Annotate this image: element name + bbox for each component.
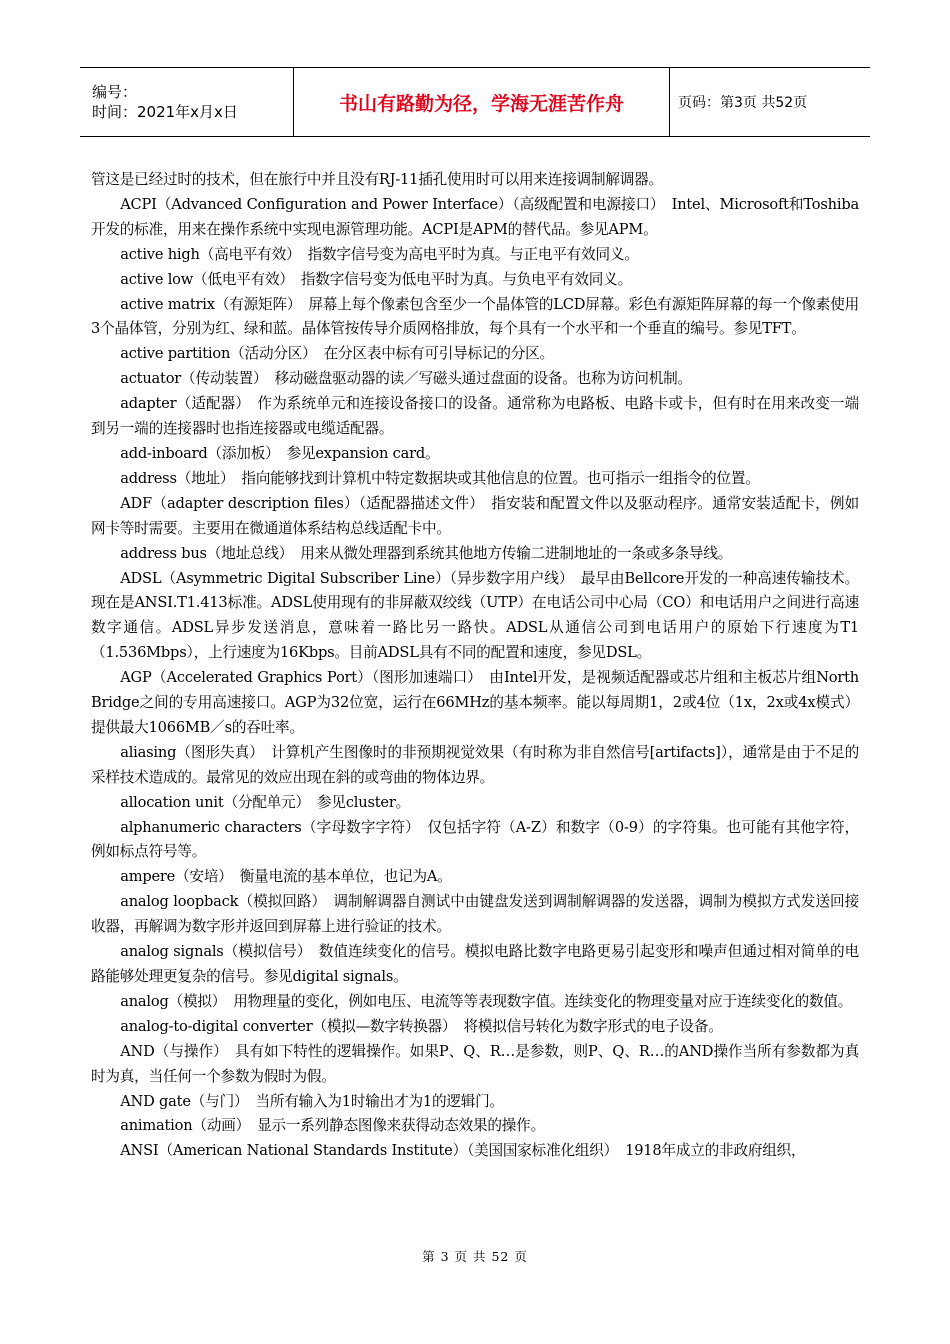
glossary-entry: address bus（地址总线） 用来从微处理器到系统其他地方传输二进制地址的一条或多条导线。 bbox=[120, 544, 733, 562]
document-date: 时间：2021年x月x日 bbox=[92, 103, 238, 121]
glossary-entry: allocation unit（分配单元） 参见cluster。 bbox=[120, 793, 411, 811]
page-footer: 第 3 页 共 52 页 bbox=[422, 1249, 528, 1264]
glossary-entry: ANSI（American National Standards Institute）（美国国家标准化组织） 1918年成立的非政府组织， bbox=[120, 1142, 806, 1160]
glossary-entry: AND gate（与门） 当所有输入为1时输出才为1的逻辑门。 bbox=[120, 1092, 504, 1110]
glossary-entry: analog signals（模拟信号） 数值连续变化的信号。模拟电路比数字电路更易引起变形和噪声但通过相对简单的电路能够处理更复杂的信号。参见digital signals。 bbox=[91, 943, 859, 985]
glossary-entry: add-inboard（添加板） 参见expansion card。 bbox=[120, 444, 440, 462]
glossary-entry: actuator（传动装置） 移动磁盘驱动器的读／写磁头通过盘面的设备。也称为访问机制。 bbox=[120, 370, 692, 388]
glossary-entry: ampere（安培） 衡量电流的基本单位，也记为A。 bbox=[120, 868, 452, 886]
glossary-entry: AGP（Accelerated Graphics Port）（图形加速端口） 由Intel开发，是视频适配器或芯片组和主板芯片组North Bridge之间的专用高速接口。AGP为32位宽，运行在66MHz的基本频率。能以每周期1，2或4位（1x，2x或4x模式）提供最大1066MB／s的吞吐率。 bbox=[91, 669, 859, 736]
glossary-entry: analog-to-digital converter（模拟—数字转换器） 将模拟信号转化为数字形式的电子设备。 bbox=[120, 1017, 723, 1035]
document-number-label: 编号： bbox=[92, 83, 138, 101]
glossary-entry: ADSL（Asymmetric Digital Subscriber Line）（异步数字用户线） 最早由Bellcore开发的一种高速传输技术。现在是ANSI.T1.413标准。ADSL使用现有的非屏蔽双绞线（UTP）在电话公司中心局（CO）和电话用户之间进行高速数字通信。ADSL异步发送消息，意味着一路比另一路快。ADSL从通信公司到电话用户的原始下行速度为T1（1.536Mbps），上行速度为16Kbps。目前ADSL具有不同的配置和速度，参见DSL。 bbox=[91, 569, 859, 662]
glossary-entry: AND（与操作） 具有如下特性的逻辑操作。如果P、Q、R…是参数，则P、Q、R…的AND操作当所有参数都为真时为真，当任何一个参数为假时为假。 bbox=[91, 1042, 859, 1085]
header-page-info: 页码：第3页 共52页 bbox=[670, 68, 871, 137]
glossary-entry: alphanumeric characters（字母数字字符） 仅包括字符（A-Z）和数字（0-9）的字符集。也可能有其他字符，例如标点符号等。 bbox=[91, 818, 859, 861]
header-meta-cell bbox=[80, 68, 294, 137]
glossary-entry: ACPI（Advanced Configuration and Power Interface）（高级配置和电源接口） Intel、Microsoft和Toshiba开发的标准，用来在操作系统中实现电源管理功能。ACPI是APM的替代品。参见APM。 bbox=[91, 195, 859, 238]
glossary-entry: analog loopback（模拟回路） 调制解调器自测试中由键盘发送到调制解调器的发送器，调制为模拟方式发送回接收器，再解调为数字形并返回到屏幕上进行验证的技术。 bbox=[91, 893, 859, 936]
glossary-entry: address（地址） 指向能够找到计算机中特定数据块或其他信息的位置。也可指示一组指令的位置。 bbox=[120, 469, 760, 487]
glossary-entry: ADF（adapter description files）（适配器描述文件） 指安装和配置文件以及驱动程序。通常安装适配卡，例如网卡等时需要。主要用在微通道体系结构总线适配卡中。 bbox=[91, 494, 859, 537]
glossary-entry: adapter（适配器） 作为系统单元和连接设备接口的设备。通常称为电路板、电路卡或卡，但有时在用来改变一端到另一端的连接器时也指连接器或电缆适配器。 bbox=[91, 395, 859, 438]
glossary-entry: active matrix（有源矩阵） 屏幕上每个像素包含至少一个晶体管的LCD屏幕。彩色有源矩阵屏幕的每一个像素使用3个晶体管，分别为红、绿和蓝。晶体管按传导介质网格排放，每个具有一个水平和一个垂直的编号。参见TFT。 bbox=[91, 295, 859, 338]
glossary-entry: active low（低电平有效） 指数字信号变为低电平时为真。与负电平有效同义。 bbox=[120, 270, 632, 288]
glossary-entry: active high（高电平有效） 指数字信号变为高电平时为真。与正电平有效同义。 bbox=[120, 245, 639, 263]
glossary-body bbox=[91, 168, 859, 1164]
glossary-entry: animation（动画） 显示一系列静态图像来获得动态效果的操作。 bbox=[120, 1117, 545, 1135]
page-header bbox=[80, 67, 870, 137]
glossary-entry: analog（模拟） 用物理量的变化，例如电压、电流等等表现数字值。连续变化的物理变量对应于连续变化的数值。 bbox=[120, 992, 853, 1010]
glossary-entry: aliasing（图形失真） 计算机产生图像时的非预期视觉效果（有时称为非自然信号[artifacts]），通常是由于不足的采样技术造成的。最常见的效应出现在斜的或弯曲的物体边界。 bbox=[91, 743, 859, 786]
header-motto: 书山有路勤为径，学海无涯苦作舟 bbox=[294, 68, 670, 137]
glossary-entry: active partition（活动分区） 在分区表中标有可引导标记的分区。 bbox=[120, 345, 554, 363]
glossary-entry: 管这是已经过时的技术，但在旅行中并且没有RJ-11插孔使用时可以用来连接调制解调器。 bbox=[91, 171, 663, 188]
